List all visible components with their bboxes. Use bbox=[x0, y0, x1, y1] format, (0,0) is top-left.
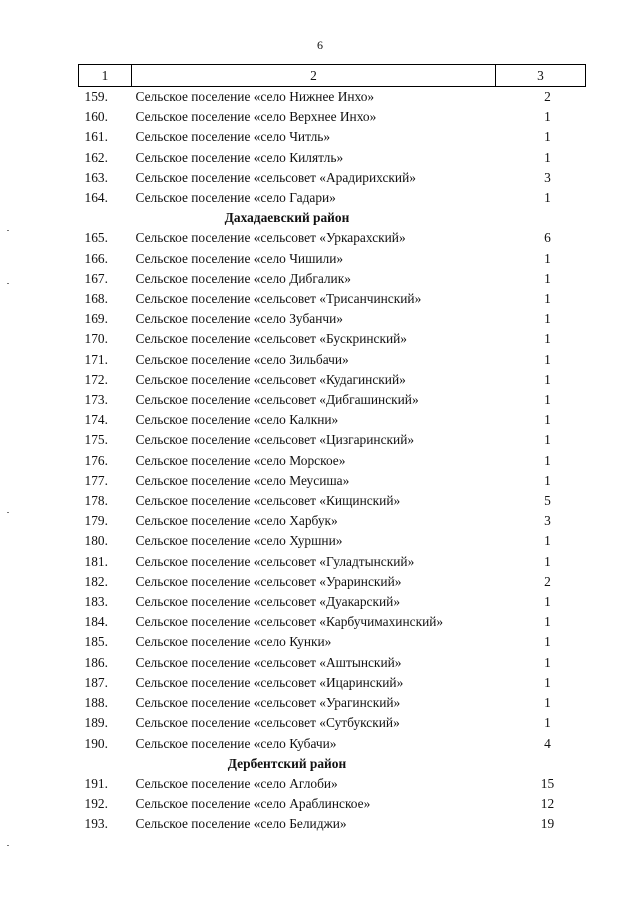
table-body bbox=[79, 87, 586, 835]
settlement-name: Сельское поселение «село Нижнее Инхо» bbox=[135, 89, 375, 104]
table-row bbox=[79, 592, 586, 612]
row-value: 1 bbox=[544, 331, 551, 347]
margin-mark bbox=[7, 283, 9, 284]
table-row bbox=[79, 713, 586, 733]
table-row bbox=[79, 552, 586, 572]
row-value: 1 bbox=[544, 371, 551, 387]
row-value: 5 bbox=[544, 493, 551, 509]
row-number: 186. bbox=[84, 654, 108, 670]
row-number: 189. bbox=[84, 715, 108, 731]
row-value: 1 bbox=[544, 533, 551, 549]
settlement-name: Сельское поселение «село Дибгалик» bbox=[135, 270, 351, 286]
row-value: 1 bbox=[544, 695, 551, 711]
row-value: 1 bbox=[544, 614, 551, 630]
row-number: 176. bbox=[84, 452, 108, 468]
settlement-name: Сельское поселение «село Аглоби» bbox=[135, 775, 338, 791]
column-header-3: 3 bbox=[496, 65, 586, 87]
table-header-row bbox=[79, 65, 586, 87]
row-value: 1 bbox=[544, 432, 551, 448]
row-value: 3 bbox=[544, 169, 551, 185]
district-heading: Дахадаевский район bbox=[224, 210, 350, 226]
settlement-name: Сельское поселение «сельсовет «Ураринский» bbox=[135, 573, 402, 589]
district-heading-empty-cell bbox=[496, 208, 586, 228]
row-number: 173. bbox=[84, 392, 108, 408]
margin-mark bbox=[7, 512, 9, 513]
table-row bbox=[79, 168, 586, 188]
row-number: 182. bbox=[84, 573, 108, 589]
row-number: 188. bbox=[84, 695, 108, 711]
settlement-name: Сельское поселение «село Зубанчи» bbox=[135, 311, 343, 327]
settlement-name: Сельское поселение «село Кубачи» bbox=[135, 735, 337, 751]
settlement-name: Сельское поселение «сельсовет «Цизгаринский» bbox=[135, 432, 415, 448]
table-row bbox=[79, 127, 586, 147]
settlement-name: Сельское поселение «сельсовет «Гуладтынский» bbox=[135, 553, 415, 569]
row-value: 15 bbox=[540, 775, 555, 791]
table-row bbox=[79, 653, 586, 673]
table-row bbox=[79, 350, 586, 370]
row-value: 1 bbox=[544, 715, 551, 731]
table-row bbox=[79, 471, 586, 491]
table-row bbox=[79, 774, 586, 794]
row-number: 184. bbox=[84, 614, 108, 630]
settlement-name: Сельское поселение «сельсовет «Аштынский» bbox=[135, 654, 402, 670]
settlement-name: Сельское поселение «сельсовет «Ицаринский» bbox=[135, 674, 404, 690]
row-number: 183. bbox=[84, 594, 108, 610]
table-row bbox=[79, 612, 586, 632]
row-value: 1 bbox=[544, 270, 551, 286]
row-number: 172. bbox=[84, 371, 108, 387]
row-value: 1 bbox=[544, 129, 551, 145]
settlement-name: Сельское поселение «село Хуршни» bbox=[135, 533, 343, 549]
row-number: 181. bbox=[84, 553, 108, 569]
settlement-name: Сельское поселение «село Читль» bbox=[135, 129, 331, 145]
row-value: 4 bbox=[544, 735, 551, 751]
row-value: 12 bbox=[540, 796, 555, 812]
table-row bbox=[79, 734, 586, 754]
table-row bbox=[79, 87, 586, 108]
settlement-name: Сельское поселение «село Белиджи» bbox=[135, 816, 347, 832]
row-value: 1 bbox=[544, 674, 551, 690]
settlement-name: Сельское поселение «сельсовет «Кудагинский» bbox=[135, 371, 406, 387]
row-number: 169. bbox=[84, 311, 108, 327]
row-number: 171. bbox=[84, 351, 108, 367]
district-heading-empty-cell bbox=[496, 754, 586, 774]
row-number: 193. bbox=[84, 816, 108, 832]
row-value: 1 bbox=[544, 472, 551, 488]
row-number: 159. bbox=[84, 89, 108, 104]
settlement-name: Сельское поселение «сельсовет «Уркарахский» bbox=[135, 230, 406, 246]
table-row bbox=[79, 410, 586, 430]
row-value: 1 bbox=[544, 634, 551, 650]
settlement-name: Сельское поселение «село Кунки» bbox=[135, 634, 332, 650]
table-row bbox=[79, 632, 586, 652]
row-value: 1 bbox=[544, 452, 551, 468]
table-row bbox=[79, 451, 586, 471]
table-row bbox=[79, 107, 586, 127]
settlement-name: Сельское поселение «село Чишили» bbox=[135, 250, 344, 266]
column-header-2: 2 bbox=[132, 65, 496, 87]
row-number: 179. bbox=[84, 513, 108, 529]
row-number: 175. bbox=[84, 432, 108, 448]
table-row bbox=[79, 370, 586, 390]
settlement-name: Сельское поселение «село Зильбачи» bbox=[135, 351, 349, 367]
table-row bbox=[79, 289, 586, 309]
row-number: 192. bbox=[84, 796, 108, 812]
row-number: 162. bbox=[84, 149, 108, 165]
settlement-name: Сельское поселение «сельсовет «Дибгашинский» bbox=[135, 392, 419, 408]
page-number: 6 bbox=[317, 38, 323, 52]
settlement-name: Сельское поселение «село Харбук» bbox=[135, 513, 338, 529]
table-row bbox=[79, 329, 586, 349]
row-value: 6 bbox=[544, 230, 551, 246]
settlement-name: Сельское поселение «сельсовет «Карбучимахинский» bbox=[135, 614, 444, 630]
row-value: 2 bbox=[544, 573, 551, 589]
row-number: 174. bbox=[84, 412, 108, 428]
table-row bbox=[79, 673, 586, 693]
row-value: 1 bbox=[544, 311, 551, 327]
row-number: 168. bbox=[84, 291, 108, 307]
row-number: 167. bbox=[84, 270, 108, 286]
row-number: 180. bbox=[84, 533, 108, 549]
row-number: 161. bbox=[84, 129, 108, 145]
settlement-name: Сельское поселение «сельсовет «Урагинский» bbox=[135, 695, 401, 711]
row-value: 1 bbox=[544, 553, 551, 569]
table-row bbox=[79, 188, 586, 208]
settlement-name: Сельское поселение «село Араблинское» bbox=[135, 796, 371, 812]
row-number: 164. bbox=[84, 190, 108, 206]
settlement-name: Сельское поселение «сельсовет «Сутбукский» bbox=[135, 715, 400, 731]
table-row bbox=[79, 228, 586, 248]
row-value: 1 bbox=[544, 392, 551, 408]
row-value: 1 bbox=[544, 149, 551, 165]
table-row bbox=[79, 269, 586, 289]
settlements-table bbox=[78, 64, 586, 835]
margin-mark bbox=[7, 845, 9, 846]
row-number: 177. bbox=[84, 472, 108, 488]
row-value: 1 bbox=[544, 654, 551, 670]
settlement-name: Сельское поселение «село Гадари» bbox=[135, 190, 336, 206]
row-value: 1 bbox=[544, 594, 551, 610]
row-number: 185. bbox=[84, 634, 108, 650]
table-row bbox=[79, 511, 586, 531]
column-header-1: 1 bbox=[79, 65, 132, 87]
row-value: 3 bbox=[544, 513, 551, 529]
row-value: 1 bbox=[544, 351, 551, 367]
table-row bbox=[79, 491, 586, 511]
settlement-name: Сельское поселение «сельсовет «Дуакарский» bbox=[135, 594, 401, 610]
table-row bbox=[79, 814, 586, 834]
row-value: 1 bbox=[544, 250, 551, 266]
row-number: 166. bbox=[84, 250, 108, 266]
table-row bbox=[79, 693, 586, 713]
settlement-name: Сельское поселение «село Верхнее Инхо» bbox=[135, 109, 377, 125]
table-row bbox=[79, 148, 586, 168]
row-value: 1 bbox=[544, 190, 551, 206]
settlement-name: Сельское поселение «село Морское» bbox=[135, 452, 346, 468]
table-row bbox=[79, 390, 586, 410]
row-number: 191. bbox=[84, 775, 108, 791]
table-row bbox=[79, 572, 586, 592]
row-number: 163. bbox=[84, 169, 108, 185]
settlement-name: Сельское поселение «сельсовет «Кищинский» bbox=[135, 493, 401, 509]
row-number: 187. bbox=[84, 674, 108, 690]
row-value: 2 bbox=[544, 89, 551, 104]
table-row bbox=[79, 794, 586, 814]
district-heading-row bbox=[79, 208, 586, 228]
settlement-name: Сельское поселение «сельсовет «Трисанчинский» bbox=[135, 291, 422, 307]
row-value: 1 bbox=[544, 291, 551, 307]
row-number: 160. bbox=[84, 109, 108, 125]
row-value: 1 bbox=[544, 109, 551, 125]
row-number: 170. bbox=[84, 331, 108, 347]
row-number: 178. bbox=[84, 493, 108, 509]
settlement-name: Сельское поселение «село Килятль» bbox=[135, 149, 344, 165]
row-number: 165. bbox=[84, 230, 108, 246]
row-value: 19 bbox=[540, 816, 555, 832]
settlement-name: Сельское поселение «село Меусиша» bbox=[135, 472, 350, 488]
table-row bbox=[79, 430, 586, 450]
settlement-name: Сельское поселение «сельсовет «Бускринский» bbox=[135, 331, 408, 347]
row-value: 1 bbox=[544, 412, 551, 428]
settlement-name: Сельское поселение «сельсовет «Арадирихский» bbox=[135, 169, 416, 185]
table-row bbox=[79, 249, 586, 269]
settlement-name: Сельское поселение «село Калкни» bbox=[135, 412, 339, 428]
margin-mark bbox=[7, 230, 9, 231]
district-heading-row bbox=[79, 754, 586, 774]
district-heading: Дербентский район bbox=[227, 755, 347, 771]
table-row bbox=[79, 309, 586, 329]
row-number: 190. bbox=[84, 735, 108, 751]
table-row bbox=[79, 531, 586, 551]
